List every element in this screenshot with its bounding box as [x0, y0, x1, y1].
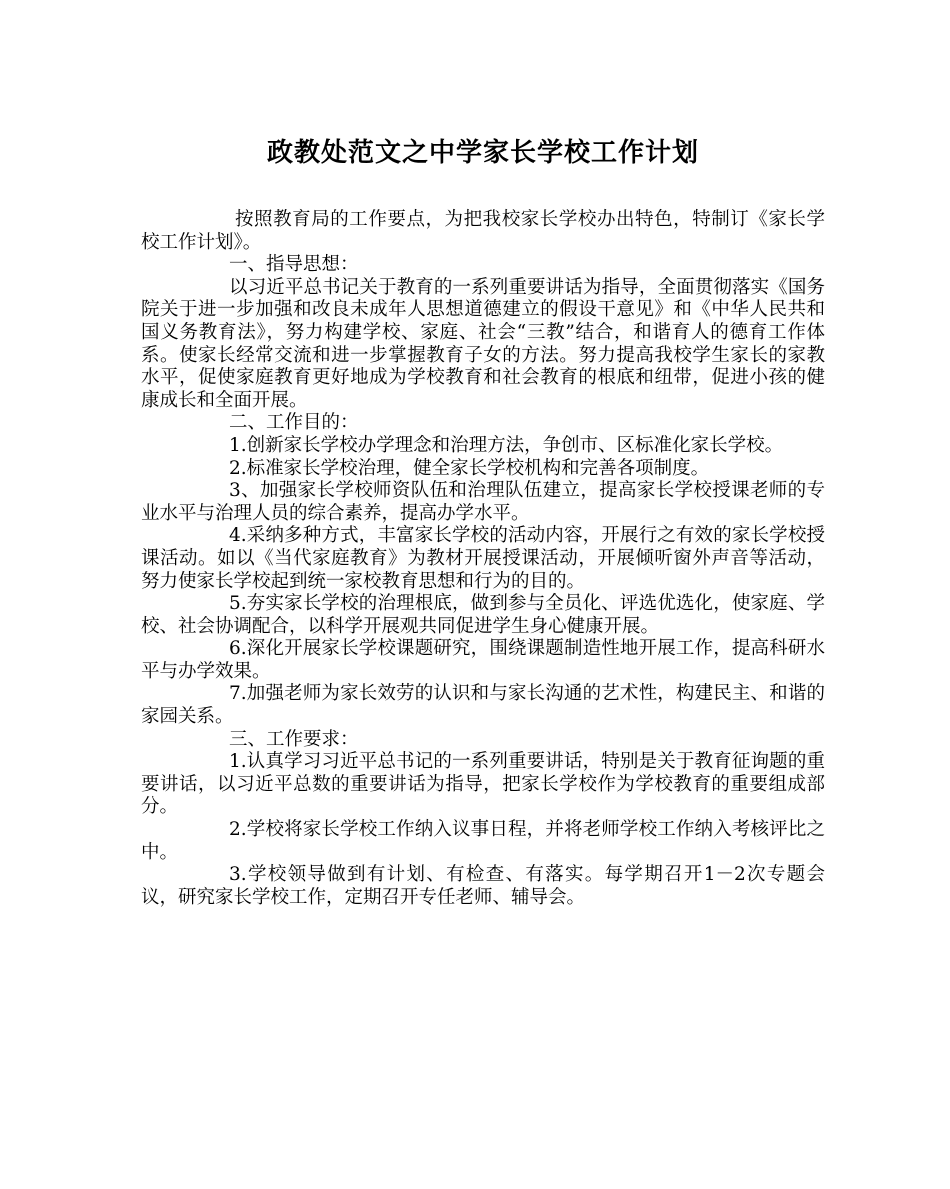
- list-item: 1.认真学习习近平总书记的一系列重要讲话，特别是关于教育征询题的重要讲话，以习近平总数的重要讲话为指导，把家长学校作为学校教育的重要组成部分。: [141, 751, 825, 818]
- section-heading: 三、工作要求：: [229, 728, 359, 750]
- list-item: 5.夯实家长学校的治理根底，做到参与全员化、评选优选化，使家庭、学校、社会协调配合，以科学开展观共同促进学生身心健康开展。: [141, 593, 825, 637]
- document-title: 政教处范文之中学家长学校工作计划: [266, 138, 699, 168]
- paragraph: 以习近平总书记关于教育的一系列重要讲话为指导，全面贯彻落实《国务院关于进一步加强和改良未成年人思想道德建立的假设干意见》和《中华人民共和国义务教育法》，努力构建学校、家庭、社会“三教”结合，和谐育人的德育工作体系。使家长经常交流和进一步掌握教育子女的方法。努力提高我校学生家长的家教水平，促使家庭教育更好地成为学校教育和社会教育的根底和纽带，促进小孩的健康成长和全面开展。: [141, 276, 825, 411]
- list-item: 3.学校领导做到有计划、有检查、有落实。每学期召开1－2次专题会议，研究家长学校工作，定期召开专任老师、辅导会。: [141, 864, 825, 908]
- document-body: [141, 209, 825, 909]
- list-item: 6.深化开展家长学校课题研究，围绕课题制造性地开展工作，提高科研水平与办学效果。: [141, 638, 825, 682]
- list-item: 2.学校将家长学校工作纳入议事日程，并将老师学校工作纳入考核评比之中。: [141, 819, 825, 863]
- intro-paragraph: 按照教育局的工作要点，为把我校家长学校办出特色，特制订《家长学校工作计划》。: [141, 209, 825, 253]
- list-item: 3、加强家长学校师资队伍和治理队伍建立，提高家长学校授课老师的专业水平与治理人员的综合素养，提高办学水平。: [141, 480, 825, 524]
- list-item: 7.加强老师为家长效劳的认识和与家长沟通的艺术性，构建民主、和谐的家园关系。: [141, 683, 825, 728]
- list-item: 1.创新家长学校办学理念和治理方法，争创市、区标准化家长学校。: [229, 434, 784, 456]
- section-heading: 二、工作目的：: [229, 412, 359, 434]
- list-item: 4.采纳多种方式，丰富家长学校的活动内容，开展行之有效的家长学校授课活动。如以《当代家庭教育》为教材开展授课活动，开展倾听窗外声音等活动，努力使家长学校起到统一家校教育思想和行为的目的。: [141, 525, 825, 592]
- section-heading: 一、指导思想：: [229, 254, 359, 276]
- list-item: 2.标准家长学校治理，健全家长学校机构和完善各项制度。: [229, 457, 710, 479]
